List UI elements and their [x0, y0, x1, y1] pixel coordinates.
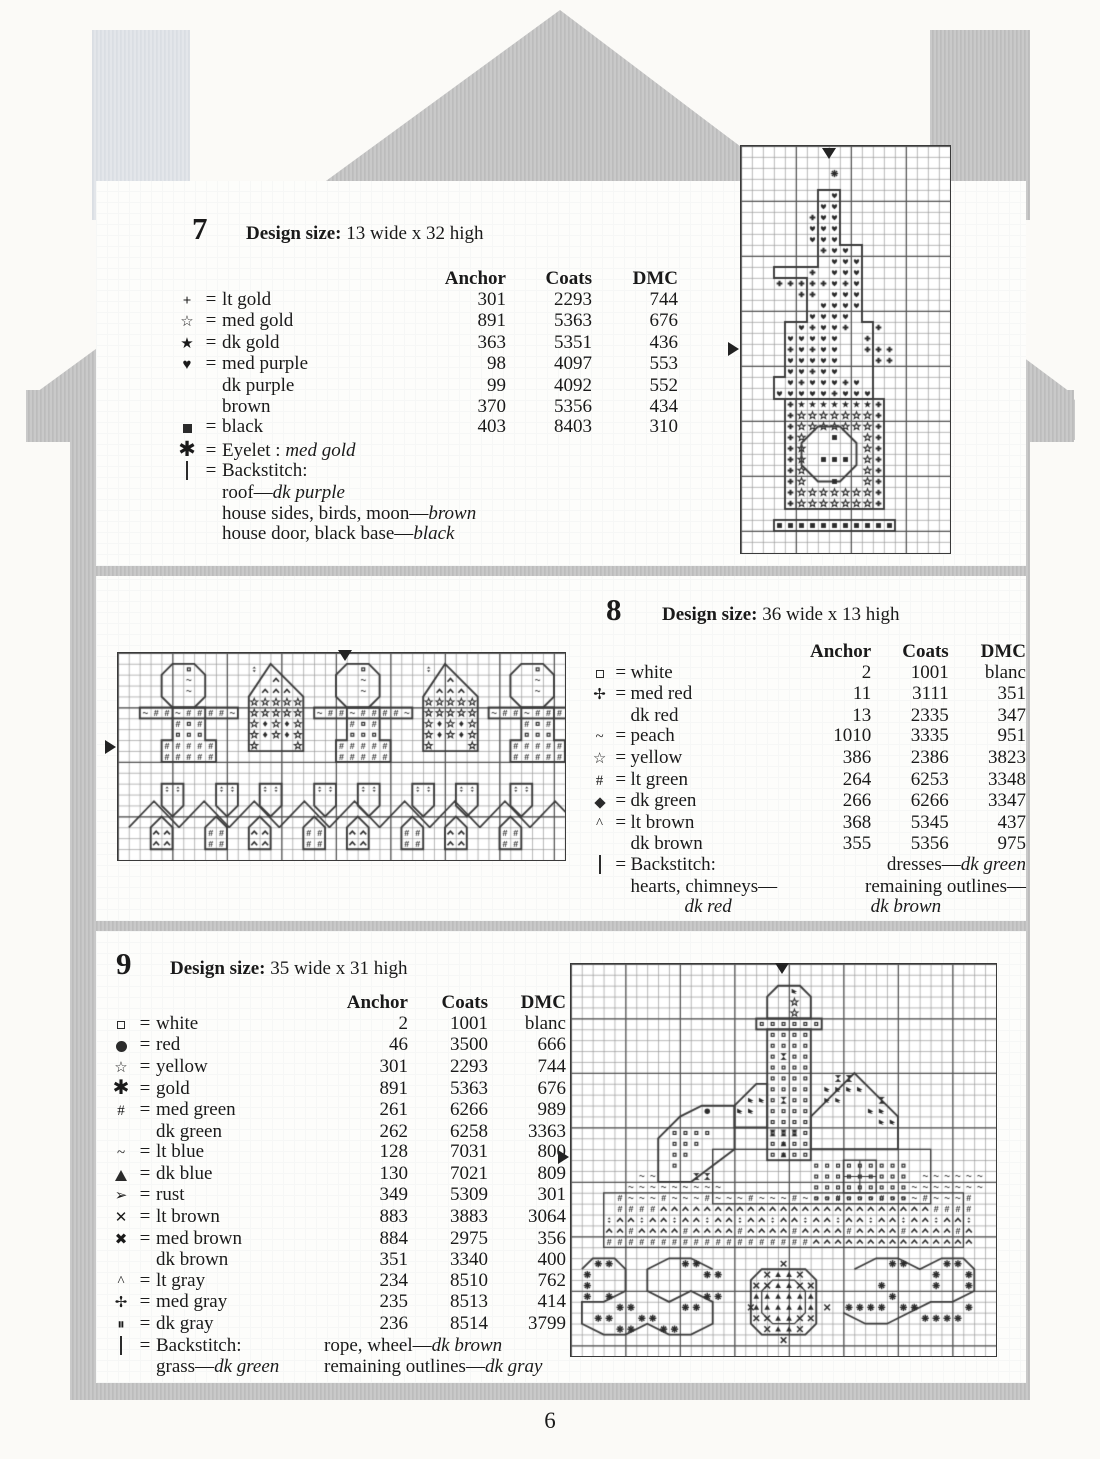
bs-color: dk green [214, 1356, 280, 1378]
anchor-value: 891 [379, 1078, 408, 1100]
bs-color: dk red [684, 896, 732, 918]
color-name: black [222, 416, 264, 438]
symbol-tilde: ~ [116, 1145, 126, 1162]
dmc-value: 762 [537, 1269, 566, 1291]
symbol-hourglass: ⏸ [117, 1316, 125, 1333]
legend-row-backstitch: = Backstitch: rope, wheel—dk brown [108, 1336, 566, 1358]
legend-header-row [588, 642, 1026, 663]
color-name: gold [156, 1078, 190, 1100]
symbol-plus: + [182, 292, 192, 309]
dmc-value: 3823 [988, 746, 1026, 768]
dmc-value: 347 [997, 704, 1026, 726]
color-name: white [630, 661, 673, 683]
legend-header-row [174, 269, 678, 290]
legend-row: + = lt gold 301 2293 744 [174, 290, 678, 312]
legend-row: ☆ = yellow 301 2293 744 [108, 1057, 566, 1079]
symbol-caret: ^ [117, 1273, 125, 1290]
color-name: peach [630, 725, 675, 747]
page-number: 6 [544, 1408, 556, 1433]
dmc-value: 301 [537, 1184, 566, 1206]
anchor-value: 403 [477, 416, 506, 438]
bs-color: dk gray [484, 1356, 543, 1378]
dmc-value: 3799 [528, 1312, 566, 1334]
bs-color: dk brown [431, 1334, 503, 1356]
backstitch-label: Backstitch: [222, 460, 308, 482]
color-name: yellow [630, 746, 683, 768]
dmc-value: 676 [649, 310, 678, 332]
symbol-diamond-cross: ✢ [593, 687, 606, 704]
symbol-caret: ^ [596, 815, 604, 832]
legend-row-eyelet: ✱ = Eyelet : med gold [174, 439, 678, 462]
section-7-legend [174, 269, 678, 545]
anchor-value: 262 [379, 1120, 408, 1142]
section-8-legend [588, 642, 1026, 918]
col-anchor: Anchor [346, 992, 408, 1013]
legend-row: ✕ = lt brown 883 3883 3064 [108, 1207, 566, 1229]
dmc-value: 989 [537, 1098, 566, 1120]
dmc-value: 310 [649, 416, 678, 438]
design-size-label: Design size: [170, 958, 266, 979]
dmc-value: 676 [537, 1078, 566, 1100]
coats-value: 5309 [450, 1184, 488, 1206]
coats-value: 3883 [450, 1205, 488, 1227]
section-9-legend [108, 993, 566, 1378]
symbol-hash: # [595, 772, 604, 789]
color-name: rust [156, 1184, 185, 1206]
coats-value: 8403 [554, 416, 592, 438]
legend-row [174, 397, 678, 418]
anchor-value: 883 [379, 1205, 408, 1227]
legend-table-7 [174, 269, 678, 545]
symbol-bar [174, 461, 200, 483]
color-name: yellow [156, 1055, 208, 1077]
anchor-value: 234 [379, 1269, 408, 1291]
legend-table-9 [108, 993, 566, 1378]
bs-text: hearts, chimneys— [630, 875, 778, 897]
legend-row [108, 1122, 566, 1143]
legend-row [588, 706, 1026, 727]
section-number-8: 8 [606, 592, 622, 627]
legend-row: ★ = dk gold 363 5351 436 [174, 333, 678, 355]
section-7-design-size [246, 223, 483, 245]
backstitch-line [588, 897, 1026, 918]
section-8-design-size [662, 604, 899, 626]
legend-row: ^ = lt gray 234 8510 762 [108, 1271, 566, 1293]
eyelet-line [222, 439, 678, 462]
coats-value: 8510 [450, 1269, 488, 1291]
coats-value: 5356 [554, 395, 592, 417]
bs-text: house sides, birds, moon— [222, 502, 429, 524]
col-coats: Coats [902, 641, 949, 662]
coats-value: 5351 [554, 331, 592, 353]
symbol-asterisk: ✱ [112, 1077, 130, 1100]
eyelet-value: med gold [285, 439, 356, 461]
bs-color: dk brown [870, 896, 942, 918]
anchor-value: 368 [842, 811, 872, 833]
dmc-value: 975 [997, 833, 1026, 855]
anchor-value: 370 [477, 395, 506, 417]
symbol-tilde: ~ [595, 729, 604, 746]
backstitch-line [174, 504, 678, 525]
legend-row: ✖ = med brown 884 2975 356 [108, 1229, 566, 1251]
coats-value: 2386 [910, 746, 949, 768]
bs-text: remaining outlines— [324, 1356, 485, 1378]
color-name: lt green [630, 768, 688, 790]
symbol-bar [108, 1336, 134, 1358]
dmc-value: 744 [649, 288, 678, 310]
symbol-rust-arrow: ➢ [114, 1188, 128, 1205]
chart-9-left-center-arrow [558, 1150, 569, 1164]
legend-row: ✢ = med red 11 3111 351 [588, 684, 1026, 706]
legend-row: ✢ = med gray 235 8513 414 [108, 1292, 566, 1314]
section-9-design-size [170, 958, 407, 980]
anchor-value: 1010 [833, 725, 872, 747]
legend-row: = red 46 3500 666 [108, 1035, 566, 1057]
symbol-x-bar: ✖ [114, 1231, 128, 1248]
coats-value: 4092 [554, 374, 592, 396]
anchor-value: 301 [379, 1055, 408, 1077]
legend-row: ^ = lt brown 368 5345 437 [588, 813, 1026, 835]
symbol-square-filled [174, 417, 200, 439]
legend-row-backstitch: = Backstitch: dresses—dk green [588, 855, 1026, 877]
color-name: dk gray [156, 1312, 214, 1334]
backstitch-label: Backstitch: [156, 1334, 242, 1356]
color-name: dk red [630, 704, 679, 726]
coats-value: 2293 [450, 1055, 488, 1077]
coats-value: 2293 [554, 288, 592, 310]
section-number-7: 7 [192, 211, 208, 246]
legend-row [588, 834, 1026, 855]
chart-7-top-center-arrow [822, 148, 836, 159]
chart-7-left-center-arrow [728, 342, 739, 356]
legend-row: = white 2 1001 blanc [108, 1014, 566, 1036]
coats-value: 6258 [450, 1120, 488, 1142]
bs-color: dk purple [272, 481, 345, 503]
color-name: lt blue [156, 1141, 205, 1163]
symbol-hash: # [117, 1102, 125, 1119]
design-size-label: Design size: [662, 604, 758, 625]
anchor-value: 2 [861, 661, 872, 683]
legend-row: # = lt green 264 6253 3348 [588, 770, 1026, 792]
chart-9-top-center-arrow [775, 963, 789, 974]
col-coats: Coats [441, 992, 488, 1013]
dmc-value: 434 [649, 395, 678, 417]
legend-row: = black 403 8403 310 [174, 417, 678, 439]
col-dmc: DMC [520, 992, 566, 1013]
legend-row: # = med green 261 6266 989 [108, 1100, 566, 1122]
anchor-value: 266 [842, 790, 872, 812]
dmc-value: 809 [537, 1162, 566, 1184]
coats-value: 6253 [910, 768, 949, 790]
coats-value: 3111 [912, 683, 949, 705]
coats-value: 6266 [910, 790, 949, 812]
bs-text: dresses— [886, 853, 961, 875]
symbol-star-filled: ★ [180, 335, 194, 352]
coats-value: 1001 [450, 1012, 488, 1034]
chart-7-grid[interactable] [740, 145, 951, 554]
bs-text: grass— [156, 1356, 215, 1378]
anchor-value: 128 [379, 1141, 408, 1163]
dmc-value: 414 [537, 1291, 566, 1313]
legend-row: ⏸ = dk gray 236 8514 3799 [108, 1314, 566, 1336]
coats-value: 8514 [450, 1312, 488, 1334]
design-size-value: 36 wide x 13 high [762, 604, 900, 625]
dmc-value: 3347 [988, 790, 1026, 812]
legend-row: = dk green 266 6266 3347 [588, 791, 1026, 813]
anchor-value: 891 [477, 310, 506, 332]
anchor-value: 363 [477, 331, 506, 353]
dmc-value: 400 [537, 1249, 566, 1271]
dmc-value: 744 [537, 1055, 566, 1077]
legend-header-row [108, 993, 566, 1014]
anchor-value: 11 [852, 683, 872, 705]
anchor-value: 301 [477, 288, 506, 310]
color-name: med purple [222, 353, 309, 375]
dmc-value: 3064 [528, 1205, 566, 1227]
dmc-value: 437 [997, 811, 1026, 833]
anchor-value: 2 [398, 1012, 408, 1034]
color-name: brown [222, 395, 271, 417]
legend-row: ✱ = gold 891 5363 676 [108, 1078, 566, 1100]
color-name: med green [156, 1098, 236, 1120]
dmc-value: 553 [649, 353, 678, 375]
col-anchor: Anchor [444, 268, 506, 289]
color-name: lt brown [156, 1205, 220, 1227]
color-name: med brown [156, 1227, 243, 1249]
symbol-diamond-cross: ✢ [114, 1295, 128, 1312]
anchor-value: 13 [852, 704, 872, 726]
anchor-value: 261 [379, 1098, 408, 1120]
color-name: lt gray [156, 1269, 206, 1291]
dmc-value: blanc [524, 1012, 566, 1034]
anchor-value: 264 [842, 768, 872, 790]
legend-row [108, 1250, 566, 1271]
col-dmc: DMC [980, 641, 1026, 662]
coats-value: 4097 [554, 353, 592, 375]
anchor-value: 46 [389, 1034, 408, 1056]
dmc-value: 800 [537, 1141, 566, 1163]
anchor-value: 235 [379, 1291, 408, 1313]
anchor-value: 236 [379, 1312, 408, 1334]
dmc-value: 351 [997, 683, 1026, 705]
bs-color: dk green [960, 853, 1026, 875]
design-size-label: Design size: [246, 223, 342, 244]
anchor-value: 884 [379, 1227, 408, 1249]
chart-8-left-center-arrow [105, 740, 116, 754]
symbol-x: ✕ [114, 1209, 128, 1226]
coats-value: 7021 [450, 1162, 488, 1184]
dmc-value: 552 [649, 374, 678, 396]
symbol-square-open [108, 1014, 134, 1036]
legend-row: ♥ = med purple 98 4097 553 [174, 354, 678, 376]
backstitch-line [174, 524, 678, 545]
anchor-value: 130 [379, 1162, 408, 1184]
coats-value: 3335 [910, 725, 949, 747]
color-name: dk blue [156, 1162, 213, 1184]
bs-text: roof— [222, 481, 273, 503]
legend-row: = white 2 1001 blanc [588, 663, 1026, 685]
coats-value: 1001 [910, 661, 949, 683]
col-dmc: DMC [632, 268, 678, 289]
symbol-star-open: ☆ [180, 314, 194, 331]
dmc-value: 666 [537, 1034, 566, 1056]
legend-row-backstitch: = Backstitch: [174, 461, 678, 483]
bs-text: rope, wheel— [324, 1334, 432, 1356]
bs-color: black [413, 523, 455, 545]
symbol-bar [588, 855, 611, 877]
dmc-value: 951 [997, 725, 1026, 747]
dmc-value: 436 [649, 331, 678, 353]
backstitch-label: Backstitch: [630, 853, 716, 875]
legend-row: ~ = lt blue 128 7031 800 [108, 1142, 566, 1164]
chart-9-grid[interactable] [570, 963, 997, 1357]
anchor-value: 355 [842, 833, 872, 855]
color-name: lt brown [630, 811, 695, 833]
coats-value: 7031 [450, 1141, 488, 1163]
symbol-star-open: ☆ [114, 1059, 128, 1076]
eyelet-label: Eyelet : [222, 439, 281, 461]
color-name: red [156, 1034, 181, 1056]
symbol-asterisk: ✱ [178, 436, 196, 461]
color-name: dk brown [156, 1249, 229, 1271]
symbol-square-open [588, 663, 611, 685]
coats-value: 5363 [554, 310, 592, 332]
dmc-value: 3363 [528, 1120, 566, 1142]
coats-value: 5345 [910, 811, 949, 833]
legend-row: ~ = peach 1010 3335 951 [588, 726, 1026, 748]
backstitch-line [108, 1357, 566, 1378]
legend-row [174, 376, 678, 397]
color-name: dk green [156, 1120, 222, 1142]
anchor-value: 349 [379, 1184, 408, 1206]
section-number-9: 9 [116, 946, 132, 981]
legend-row: = dk blue 130 7021 809 [108, 1164, 566, 1186]
legend-table-8 [588, 642, 1026, 918]
coats-value: 3340 [450, 1249, 488, 1271]
legend-row: ➢ = rust 349 5309 301 [108, 1185, 566, 1207]
design-size-value: 13 wide x 32 high [346, 223, 484, 244]
color-name: dk brown [630, 833, 703, 855]
col-coats: Coats [545, 268, 592, 289]
coats-value: 3500 [450, 1034, 488, 1056]
color-name: med gold [222, 310, 294, 332]
symbol-circle [108, 1035, 134, 1057]
bs-text: remaining outlines— [865, 875, 1026, 897]
anchor-value: 386 [842, 746, 872, 768]
symbol-diamond-filled [588, 791, 611, 813]
color-name: dk gold [222, 331, 280, 353]
coats-value: 6266 [450, 1098, 488, 1120]
color-name: med red [630, 683, 693, 705]
coats-value: 5363 [450, 1078, 488, 1100]
col-anchor: Anchor [809, 641, 872, 662]
coats-value: 8513 [450, 1291, 488, 1313]
color-name: med gray [156, 1291, 228, 1313]
symbol-triangle [108, 1164, 134, 1186]
chart-8-top-center-arrow [338, 650, 352, 661]
backstitch-line [174, 483, 678, 504]
design-size-value: 35 wide x 31 high [270, 958, 408, 979]
dmc-value: 3348 [988, 768, 1026, 790]
dmc-value: 356 [537, 1227, 566, 1249]
bs-color: brown [428, 502, 477, 524]
color-name: dk purple [222, 374, 295, 396]
color-name: dk green [630, 790, 697, 812]
symbol-heart: ♥ [182, 357, 192, 374]
chart-8-grid[interactable] [117, 652, 566, 861]
coats-value: 2335 [910, 704, 949, 726]
backstitch-line [588, 877, 1026, 898]
anchor-value: 99 [487, 374, 506, 396]
legend-row: ☆ = med gold 891 5363 676 [174, 311, 678, 333]
anchor-value: 98 [487, 353, 506, 375]
anchor-value: 351 [379, 1249, 408, 1271]
color-name: white [156, 1012, 199, 1034]
legend-row: ☆ = yellow 386 2386 3823 [588, 748, 1026, 770]
coats-value: 2975 [450, 1227, 488, 1249]
symbol-star-open: ☆ [592, 750, 607, 767]
coats-value: 5356 [910, 833, 949, 855]
bs-text: house door, black base— [222, 523, 414, 545]
dmc-value: blanc [984, 661, 1026, 683]
color-name: lt gold [222, 288, 272, 310]
